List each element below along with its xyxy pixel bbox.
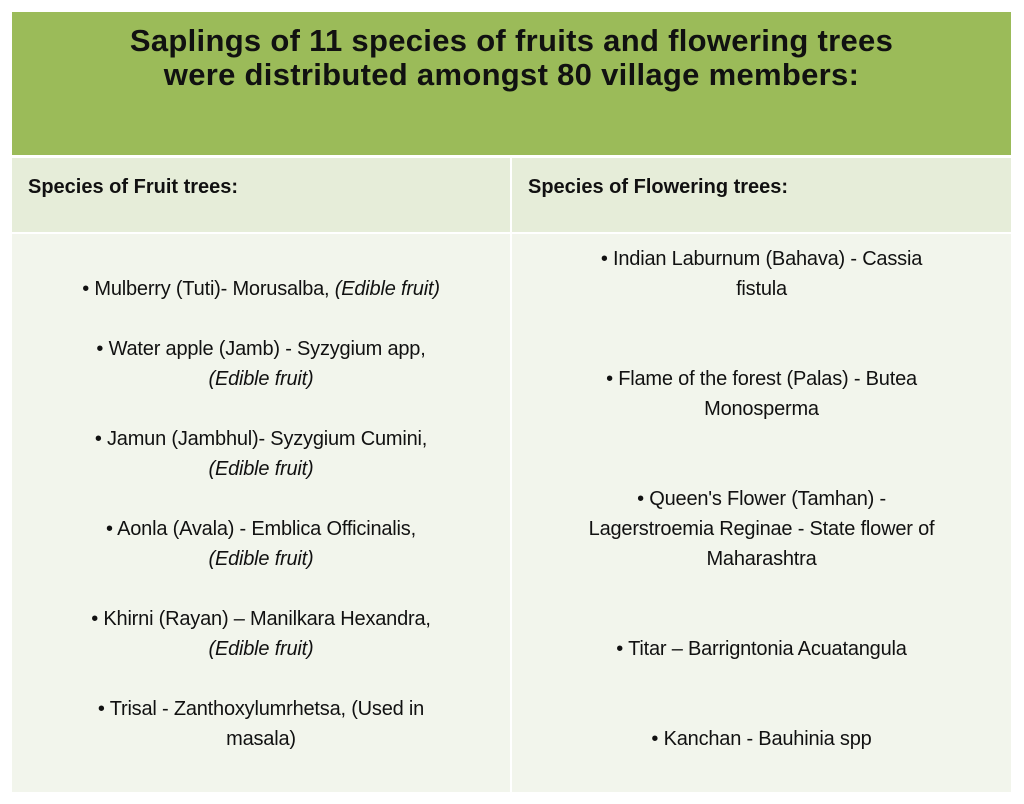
flowering-item-tamhan	[512, 484, 1011, 574]
flowering-item-palas	[512, 364, 1011, 424]
fruit-item-text: • Khirni (Rayan) – Manilkara Hexandra,	[91, 608, 431, 630]
fruit-item-text: • Aonla (Avala) - Emblica Officinalis,	[106, 518, 416, 540]
flowering-item-line: fistula	[736, 278, 787, 300]
title-line-1: Saplings of 11 species of fruits and flowering trees	[129, 23, 894, 58]
fruit-trees-header: Species of Fruit trees:	[12, 158, 512, 232]
fruit-item-note: masala)	[226, 728, 296, 750]
flowering-item-line: Monosperma	[704, 398, 819, 420]
fruit-item-text: • Mulberry (Tuti)- Morusalba,	[82, 278, 335, 300]
fruit-item-text: • Water apple (Jamb) - Syzygium app,	[96, 338, 426, 360]
flowering-item-line: • Kanchan - Bauhinia spp	[651, 728, 872, 750]
flowering-item-line: • Flame of the forest (Palas) - Butea	[606, 368, 917, 390]
fruit-item-note: (Edible fruit)	[208, 548, 314, 570]
fruit-trees-list	[12, 232, 512, 792]
flowering-item-laburnum	[512, 244, 1011, 304]
fruit-item-note: (Edible fruit)	[334, 278, 440, 300]
title-cell	[12, 12, 1011, 158]
flowering-item-titar	[512, 634, 1011, 664]
fruit-item-water-apple	[12, 334, 510, 394]
flowering-item-line: Lagerstroemia Reginae - State flower of	[588, 518, 935, 540]
fruit-item-khirni	[12, 604, 510, 664]
flowering-trees-header: Species of Flowering trees:	[512, 158, 1011, 232]
flowering-item-line: Maharashtra	[706, 548, 817, 570]
fruit-item-trisal	[12, 694, 510, 754]
flowering-trees-list	[512, 232, 1011, 792]
fruit-item-note: (Edible fruit)	[208, 638, 314, 660]
fruit-item-mulberry	[12, 274, 510, 304]
flowering-item-line: • Queen's Flower (Tamhan) -	[637, 488, 886, 510]
fruit-item-jamun	[12, 424, 510, 484]
fruit-item-note: (Edible fruit)	[208, 368, 314, 390]
fruit-item-text: • Jamun (Jambhul)- Syzygium Cumini,	[94, 428, 428, 450]
species-table	[12, 12, 1011, 792]
fruit-item-text: • Trisal - Zanthoxylumrhetsa, (Used in	[97, 698, 425, 720]
fruit-item-aonla	[12, 514, 510, 574]
title-line-2: were distributed amongst 80 village members:	[163, 57, 860, 92]
flowering-item-line: • Titar – Barrigntonia Acuatangula	[616, 638, 907, 660]
fruit-item-note: (Edible fruit)	[208, 458, 314, 480]
flowering-item-kanchan	[512, 724, 1011, 754]
flowering-item-line: • Indian Laburnum (Bahava) - Cassia	[600, 248, 923, 270]
